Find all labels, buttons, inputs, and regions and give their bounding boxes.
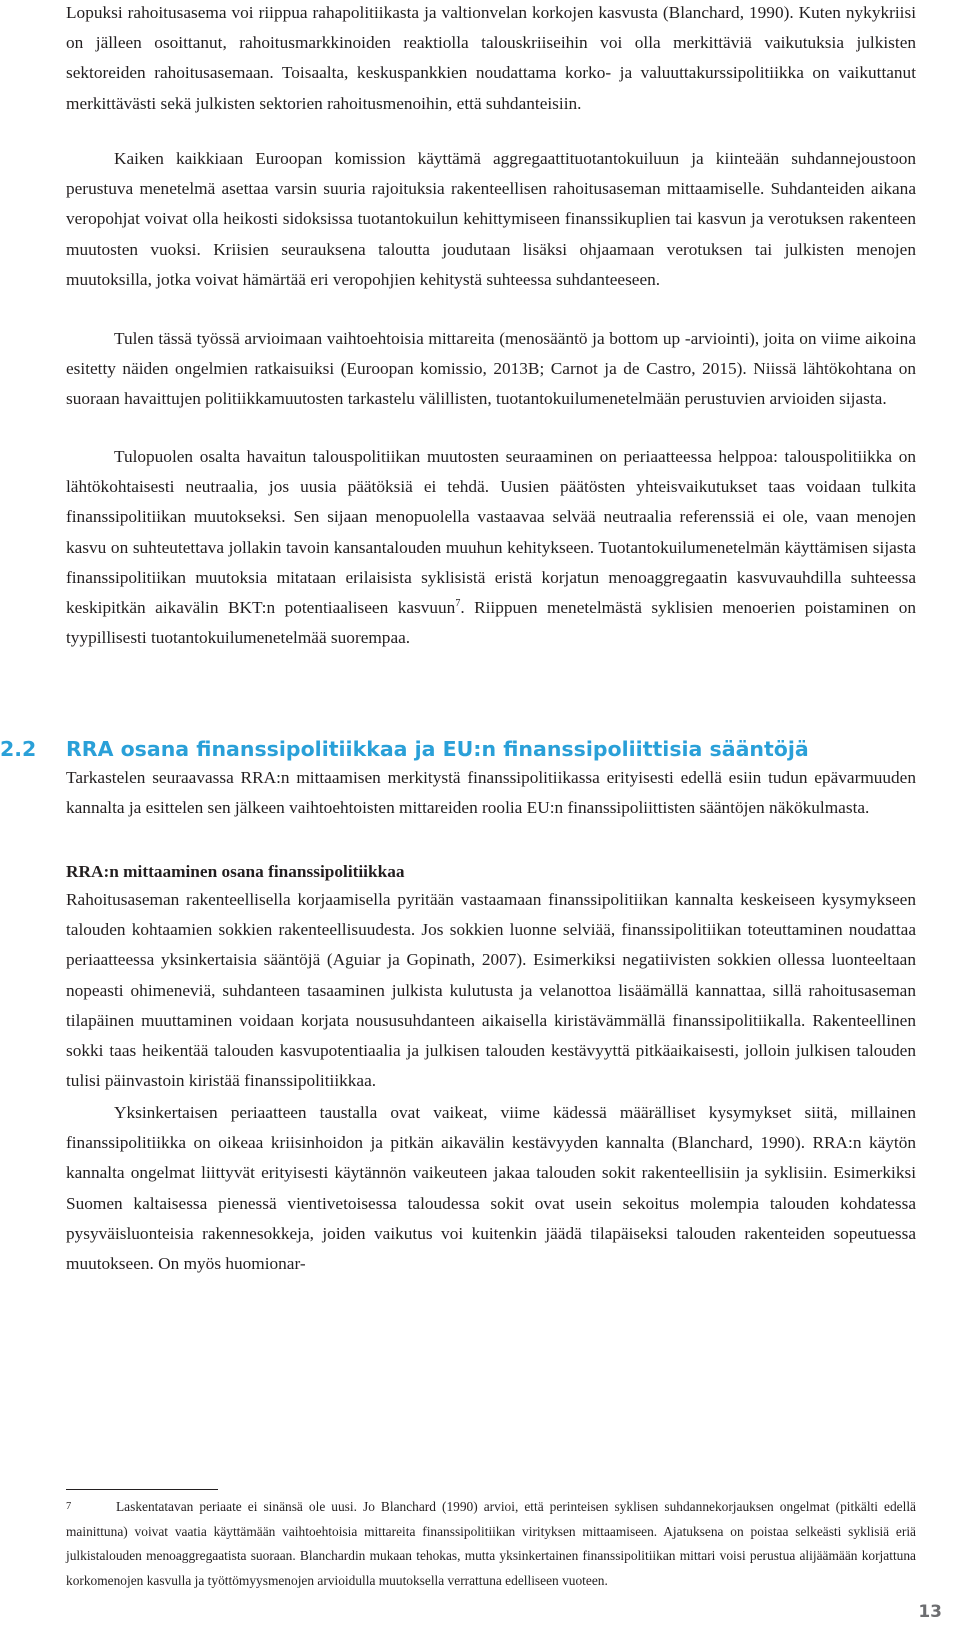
footnote-text: Laskentatavan periaate ei sinänsä ole uusi. Jo Blanchard (1990) arvioi, että perinteisen syklisen suhdannekorjauksen ongelmat (pitkälti edellä mainittuna) voivat vaatia käyttämään vaihtoehtoisia mittareita finanssipolitiikan virityksen mittaamiseen. Ajatuksena on poistaa selkeästi syklisiä eriä julkistalouden menoaggregaatista suoraan. Blanchardin mukaan tehokas, mutta yksinkertainen finanssipolitiikan mittari voisi perustua alijäämään korjattuna korkomenojen kasvulla ja työttömyysmenojen arvioidulla muutoksella verrattuna edelliseen vuoteen. [66, 1499, 916, 1588]
footnote-number: 7 [66, 1501, 72, 1512]
paragraph-6: Rahoitusaseman rakenteellisella korjaamisella pyritään vastaamaan finanssipolitiikan kannalta keskeiseen kysymykseen talouden kohtaamien sokkien rakenteellisuudesta. Jos sokkien luonne selviää, finanssipolitiikan toteuttaminen noudattaa periaatteessa yksinkertaisia sääntöjä (Aguiar ja Gopinath, 2007). Esimerkiksi negatiivisten sokkien ollessa luonteeltaan nopeasti ohimeneviä, suhdanteen tasaaminen julkista kulutusta ja velanottoa lisäämällä kannattaa, sillä rahoitusaseman tilapäinen muuttaminen voidaan korjata noususuhdanteen aikaisella kiristävämmällä finanssipolitiikalla. Rakenteellinen sokki taas heikentää talouden kasvupotentiaalia ja julkisen talouden kestävyyttä pitkäaikaisesti, jolloin julkisen talouden tulisi päinvastoin kiristää finanssipolitiikkaa. [66, 890, 916, 1091]
paragraph-4-text-a: Tulopuolen osalta havaitun talouspolitiikan muutosten seuraaminen on periaatteessa helppoa: talouspolitiikka on lähtökohtaisesti neutraalia, jos uusia päätöksiä ei tehdä. Uusien päätösten yhteisvaikutukset taas voidaan tulkita finanssipolitiikan muutokseksi. Sen sijaan menopuolella vastaavaa selvää neutraalia referenssiä ei ole, vaan menojen kasvu on suhteutettava jollakin tavoin kansantalouden muuhun kehitykseen. Tuotantokuilumenetelmän käyttämisen sijasta finanssipolitiikan muutoksia mitataan erilaisista syklisistä eristä korjatun menoaggregaatin kasvuvauhdilla suhteessa keskipitkän aikavälin BKT:n potentiaaliseen kasvuun [66, 447, 916, 618]
subheading: RRA:n mittaaminen osana finanssipolitiikkaa [66, 862, 405, 881]
paragraph-5: Tarkastelen seuraavassa RRA:n mittaamisen merkitystä finanssipolitiikassa erityisesti edellä esiin tudun epävarmuuden kannalta ja esittelen sen jälkeen vaihtoehtoisten mittareiden roolia EU:n finanssipoliittisten sääntöjen näkökulmasta. [66, 768, 916, 818]
page-number: 13 [918, 1602, 942, 1622]
section-title: RRA osana finanssipolitiikkaa ja EU:n finanssipoliittisia sääntöjä [66, 737, 809, 761]
footnote [66, 1495, 916, 1593]
paragraph-4 [66, 442, 916, 653]
paragraph-2: Kaiken kaikkiaan Euroopan komission käyttämä aggregaattituotantokuiluun ja kiinteään suhdannejoustoon perustuva menetelmä asettaa varsin suuria rajoituksia rakenteellisen rahoitusaseman mittaamiselle. Suhdanteiden aikana veropohjat voivat olla heikosti sidoksissa tuotantokuilun kehittymiseen finanssikuplien tai kasvun ja verotuksen rakenteen muutosten vuoksi. Kriisien seurauksena taloutta joudutaan lisäksi ohjaamaan verotuksen tai julkisten menojen muutoksilla, jotka voivat hämärtää eri veropohjien kehitystä suhteessa suhdanteeseen. [66, 149, 916, 289]
paragraph-7: Yksinkertaisen periaatteen taustalla ovat vaikeat, viime kädessä määrälliset kysymykset siitä, millainen finanssipolitiikka on oikeaa kriisinhoidon ja pitkän aikavälin kestävyyden kannalta (Blanchard, 1990). RRA:n käytön kannalta ongelmat liittyvät erityisesti käytännön vaikeuteen jakaa talouden sokit rakenteellisiin ja syklisiin. Esimerkiksi Suomen kaltaisessa pienessä vientivetoisessa taloudessa sokit ovat usein sekoitus molempia talouden kohdatessa pysyväisluonteisia rakennesokkeja, joiden vaikutus voi kuitenkin jäädä tilapäiseksi talouden rakenteiden sopeutuessa muutokseen. On myös huomionar- [66, 1103, 916, 1274]
footnote-divider [66, 1489, 218, 1490]
section-number: 2.2 [0, 737, 37, 761]
paragraph-1: Lopuksi rahoitusasema voi riippua rahapolitiikasta ja valtionvelan korkojen kasvusta (Blanchard, 1990). Kuten nykykriisi on jälleen osoittanut, rahoitusmarkkinoiden reaktiolla talouskriiseihin voi olla merkittäviä vaikutuksia julkisten sektoreiden rahoitusasemaan. Toisaalta, keskuspankkien noudattama korko- ja valuuttakurssipolitiikka on vaikuttanut merkittävästi sekä julkisten sektorien rahoitusmenoihin, että suhdanteisiin. [66, 3, 916, 113]
footnote-reference[interactable]: 7 [455, 598, 461, 610]
paragraph-4-text-b: . Riippuen menetelmästä syklisien menoerien poistaminen on tyypillisesti tuotantokuilumenetelmää suorempaa. [66, 598, 916, 648]
paragraph-3: Tulen tässä työssä arvioimaan vaihtoehtoisia mittareita (menosääntö ja bottom up -arviointi), joita on viime aikoina esitetty näiden ongelmien ratkaisuiksi (Euroopan komissio, 2013B; Carnot ja de Castro, 2015). Niissä lähtökohtana on suoraan havaittujen politiikkamuutosten tarkastelu välillisten, tuotantokuilumenetelmään perustuvien arvioiden sijasta. [66, 329, 916, 409]
